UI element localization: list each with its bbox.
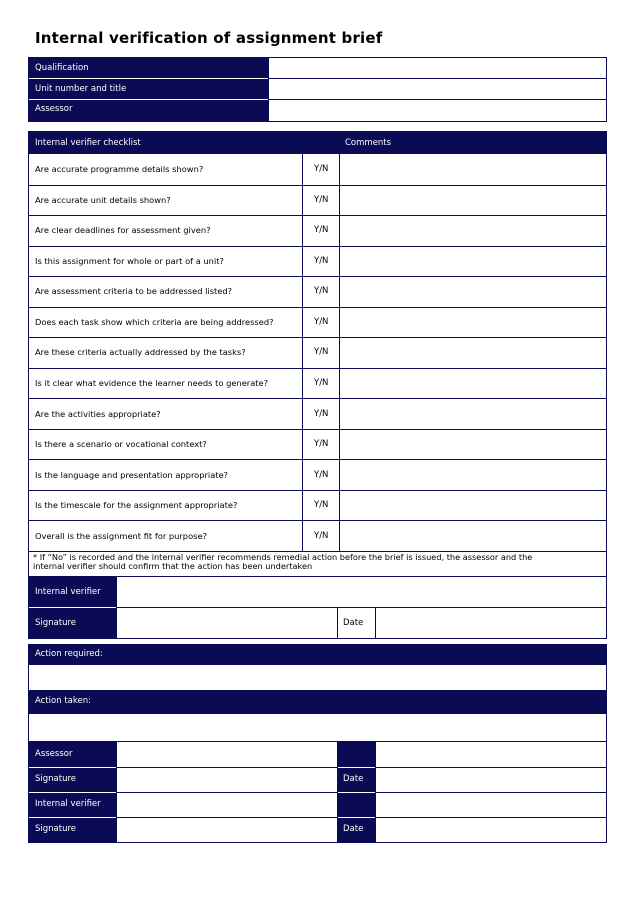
assessor-field[interactable] [275, 104, 600, 116]
remedial-note [33, 553, 532, 571]
verifier-action-label: Internal verifier [35, 799, 101, 809]
checklist-row [29, 154, 606, 185]
date-action-label: Date [343, 774, 364, 784]
verifier-action-field[interactable] [117, 793, 337, 817]
checklist-answer[interactable]: Y/N [314, 347, 329, 358]
checklist-answer[interactable]: Y/N [314, 439, 329, 450]
checklist-answer[interactable]: Y/N [314, 194, 329, 205]
date-field[interactable] [376, 608, 606, 638]
checklist-comment-field[interactable] [340, 155, 606, 185]
comments-header: Comments [345, 138, 392, 148]
checklist-answer[interactable]: Y/N [314, 255, 329, 266]
checklist-question: Is the timescale for the assignment appropriate? [35, 500, 238, 511]
checklist-row [29, 490, 606, 521]
checklist-row [29, 337, 606, 368]
checklist-row [29, 368, 606, 399]
remedial-note-line1: * If “No” is recorded and the internal verifier recommends remedial action before the brief is issued, the assessor and the [33, 552, 533, 562]
checklist-answer[interactable]: Y/N [314, 164, 329, 175]
checklist-question: Is there a scenario or vocational context? [35, 439, 207, 450]
checklist-row [29, 520, 606, 551]
verifier-action-extra-field[interactable] [375, 793, 606, 817]
checklist-row [29, 215, 606, 246]
assessor-action-field[interactable] [117, 742, 337, 767]
checklist-row [29, 459, 606, 490]
checklist-comment-field[interactable] [340, 491, 606, 521]
action-required-field[interactable] [29, 665, 606, 690]
checklist-comment-field[interactable] [340, 521, 606, 551]
internal-verifier-label: Internal verifier [35, 587, 101, 597]
unit-label: Unit number and title [35, 84, 127, 94]
checklist-answer[interactable]: Y/N [314, 408, 329, 419]
checklist-answer[interactable]: Y/N [314, 469, 329, 480]
checklist-question: Does each task show which criteria are being addressed? [35, 316, 274, 327]
checklist-row [29, 276, 606, 307]
checklist-answer[interactable]: Y/N [314, 530, 329, 541]
action-taken-label: Action taken: [35, 696, 91, 706]
action-required-label: Action required: [35, 649, 103, 659]
checklist-row [29, 246, 606, 277]
checklist-answer[interactable]: Y/N [314, 286, 329, 297]
checklist-comment-field[interactable] [340, 399, 606, 429]
assessor-label: Assessor [35, 104, 73, 114]
signature2-action-field[interactable] [117, 818, 337, 842]
signature-action-label: Signature [35, 774, 77, 784]
internal-verifier-field[interactable] [117, 577, 606, 607]
qualification-label: Qualification [35, 63, 89, 73]
assessor-action-extra-field[interactable] [375, 742, 606, 767]
signature-action-field[interactable] [117, 768, 337, 792]
checklist-row [29, 185, 606, 216]
checklist-comment-field[interactable] [340, 216, 606, 246]
checklist-table [28, 131, 607, 639]
date-action-field[interactable] [375, 768, 606, 792]
action-table [28, 644, 607, 843]
checklist-answer[interactable]: Y/N [314, 316, 329, 327]
checklist-question: Is this assignment for whole or part of a unit? [35, 255, 224, 266]
checklist-comment-field[interactable] [340, 460, 606, 490]
checklist-question: Is the language and presentation appropriate? [35, 469, 229, 480]
checklist-comment-field[interactable] [340, 186, 606, 216]
signature2-action-label: Signature [35, 824, 77, 834]
checklist-row [29, 429, 606, 460]
checklist-rows [29, 154, 606, 551]
date2-action-label: Date [343, 824, 364, 834]
checklist-question: Are the activities appropriate? [35, 408, 161, 419]
checklist-row [29, 398, 606, 429]
checklist-answer[interactable]: Y/N [314, 225, 329, 236]
assessor-action-label: Assessor [35, 749, 73, 759]
checklist-question: Are accurate unit details shown? [35, 194, 171, 205]
qualification-field[interactable] [275, 63, 600, 75]
checklist-row [29, 307, 606, 338]
checklist-question: Are clear deadlines for assessment given? [35, 225, 211, 236]
remedial-note-line2: internal verifier should confirm that the action has been undertaken [33, 561, 313, 571]
checklist-comment-field[interactable] [340, 430, 606, 460]
checklist-comment-field[interactable] [340, 308, 606, 338]
checklist-answer[interactable]: Y/N [314, 500, 329, 511]
signature-field[interactable] [117, 608, 337, 638]
checklist-question: Overall is the assignment fit for purpose? [35, 530, 207, 541]
checklist-comment-field[interactable] [340, 369, 606, 399]
checklist-comment-field[interactable] [340, 247, 606, 277]
signature-label: Signature [35, 618, 77, 628]
page-title: Internal verification of assignment brief [35, 29, 383, 47]
date-label: Date [343, 618, 364, 628]
action-taken-field[interactable] [29, 714, 606, 741]
date2-action-field[interactable] [375, 818, 606, 842]
checklist-question: Are these criteria actually addressed by the tasks? [35, 347, 246, 358]
checklist-answer[interactable]: Y/N [314, 378, 329, 389]
checklist-header: Internal verifier checklist [35, 138, 141, 148]
unit-field[interactable] [275, 84, 600, 96]
checklist-comment-field[interactable] [340, 277, 606, 307]
top-info-table [28, 57, 607, 122]
checklist-question: Are assessment criteria to be addressed listed? [35, 286, 233, 297]
checklist-question: Is it clear what evidence the learner needs to generate? [35, 378, 269, 389]
checklist-question: Are accurate programme details shown? [35, 164, 204, 175]
checklist-comment-field[interactable] [340, 338, 606, 368]
